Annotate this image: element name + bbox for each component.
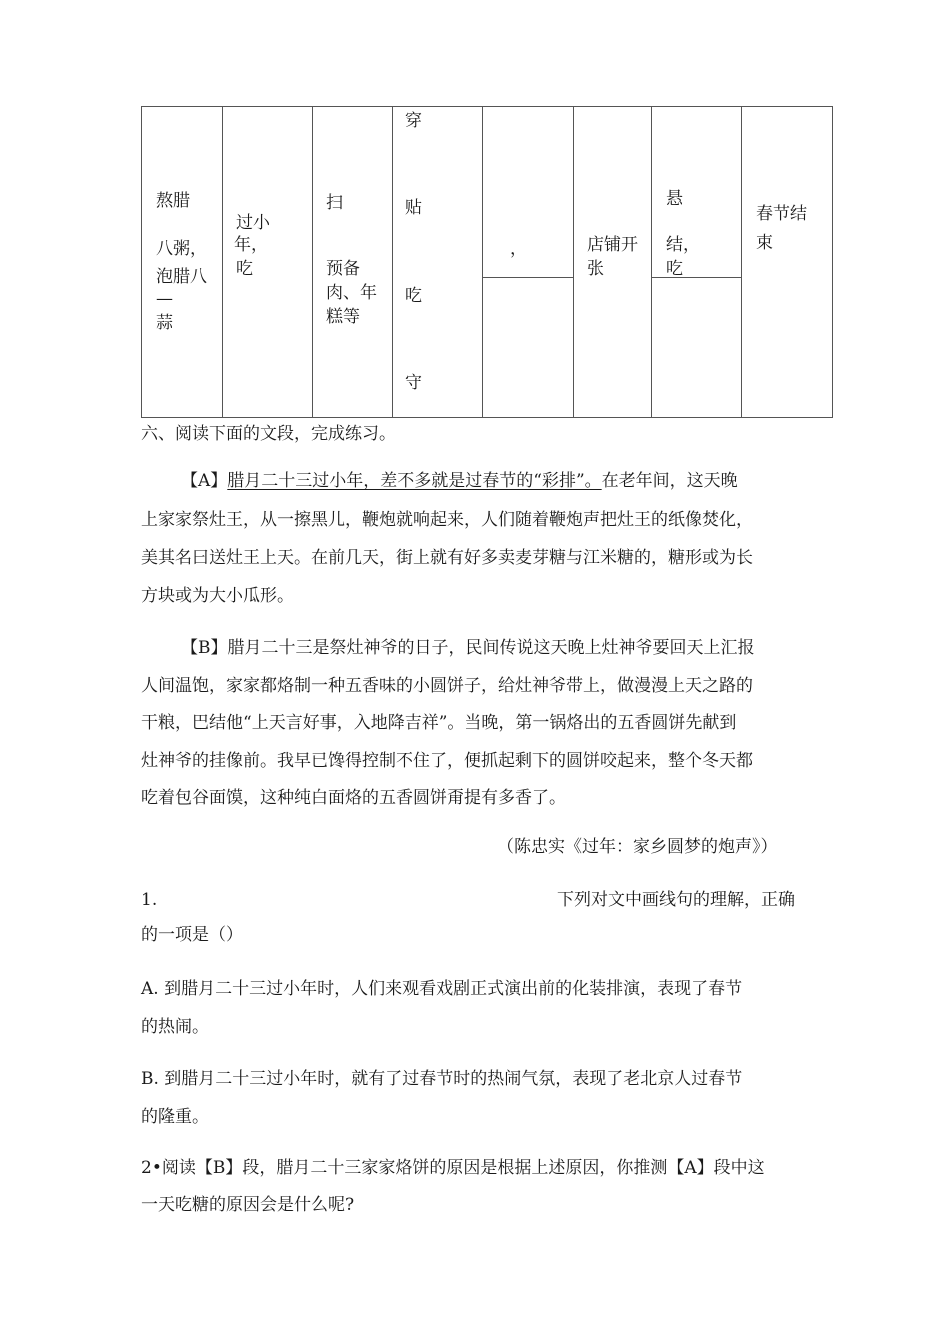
question-1-stem: 的一项是（） bbox=[141, 925, 243, 945]
cell-text: 贴 bbox=[405, 198, 422, 218]
table-divider bbox=[222, 107, 223, 417]
cell-text: 吃 bbox=[666, 259, 683, 279]
cell-text: 吃 bbox=[236, 259, 253, 279]
paragraph-b-line: 【B】腊月二十三是祭灶神爷的日子，民间传说这天晚上灶神爷要回天上汇报 bbox=[181, 638, 755, 658]
paragraph-b-line: 干粮，巴结他“上天言好事，入地降吉祥”。当晚，第一锅烙出的五香圆饼先献到 bbox=[141, 713, 737, 733]
paragraph-b-line: 人间温饱，家家都烙制一种五香味的小圆饼子，给灶神爷带上，做漫漫上天之路的 bbox=[141, 676, 753, 696]
table-divider bbox=[651, 107, 652, 417]
cell-text: 吃 bbox=[405, 286, 422, 306]
cell-text: 八粥， bbox=[156, 239, 207, 259]
paragraph-a-line: 美其名曰送灶王上天。在前几天，街上就有好多卖麦芽糖与江米糖的，糖形或为长 bbox=[141, 548, 753, 568]
cell-text: 束 bbox=[756, 233, 773, 253]
table-divider bbox=[312, 107, 313, 417]
paragraph-a-text: 在老年间，这天晚 bbox=[601, 471, 738, 491]
cell-text: 蒜 bbox=[156, 313, 173, 333]
cell-text: 扫 bbox=[326, 193, 343, 213]
table-divider bbox=[482, 107, 483, 417]
paragraph-b-line: 灶神爷的挂像前。我早已馋得控制不住了，便抓起剩下的圆饼咬起来，整个冬天都 bbox=[141, 751, 753, 771]
paragraph-a-line: 上家家祭灶王，从一擦黑儿，鞭炮就响起来，人们随着鞭炮声把灶王的纸像焚化， bbox=[141, 510, 753, 530]
paragraph-a-line bbox=[181, 469, 738, 493]
option-b-line: 的隆重。 bbox=[141, 1107, 209, 1127]
cell-text: 张 bbox=[587, 259, 604, 279]
option-b-line: B. 到腊月二十三过小年时，就有了过春节时的热闹气氛，表现了老北京人过春节 bbox=[141, 1069, 743, 1089]
option-a-line: A. 到腊月二十三过小年时，人们来观看戏剧正式演出前的化装排演，表现了春节 bbox=[141, 979, 743, 999]
paragraph-b-line: 吃着包谷面馍，这种纯白面烙的五香圆饼甭提有多香了。 bbox=[141, 788, 566, 808]
cell-text: 熬腊 bbox=[156, 191, 190, 211]
cell-text: 过小 bbox=[236, 213, 270, 233]
cell-text: ， bbox=[510, 239, 527, 259]
question-1-number: 1. bbox=[141, 890, 158, 910]
underlined-sentence: 腊月二十三过小年，差不多就是过春节的“彩排”。 bbox=[227, 471, 602, 491]
festival-table bbox=[141, 106, 833, 418]
table-divider bbox=[651, 277, 741, 278]
cell-text: 店铺开 bbox=[587, 235, 638, 255]
cell-text: 穿 bbox=[405, 111, 422, 131]
paragraph-a-tag: 【A】 bbox=[181, 471, 228, 491]
question-2-line: 一天吃糖的原因会是什么呢? bbox=[141, 1195, 355, 1215]
cell-text: 悬 bbox=[666, 189, 683, 209]
table-divider bbox=[482, 277, 573, 278]
cell-text: 守 bbox=[405, 373, 422, 393]
section-title: 六、阅读下面的文段，完成练习。 bbox=[141, 424, 396, 444]
paragraph-a-line: 方块或为大小瓜形。 bbox=[141, 586, 294, 606]
source-citation: （陈忠实《过年：家乡圆梦的炮声》） bbox=[497, 837, 778, 857]
cell-text: 年， bbox=[234, 235, 268, 255]
table-divider bbox=[573, 107, 574, 417]
option-a-line: 的热闹。 bbox=[141, 1017, 209, 1037]
question-2-line: 2•阅读【B】段，腊月二十三家家烙饼的原因是根据上述原因，你推测【A】段中这 bbox=[141, 1158, 765, 1178]
table-divider bbox=[392, 107, 393, 417]
cell-text: 春节结 bbox=[756, 204, 807, 224]
cell-text: 糕等 bbox=[326, 307, 360, 327]
cell-text: 泡腊八 bbox=[156, 267, 207, 287]
table-divider bbox=[741, 107, 742, 417]
cell-text: 肉、年 bbox=[326, 283, 377, 303]
cell-text: — bbox=[156, 289, 173, 309]
cell-text: 预备 bbox=[326, 259, 360, 279]
cell-text: 结， bbox=[666, 235, 700, 255]
question-1-stem: 下列对文中画线句的理解，正确 bbox=[557, 890, 795, 910]
